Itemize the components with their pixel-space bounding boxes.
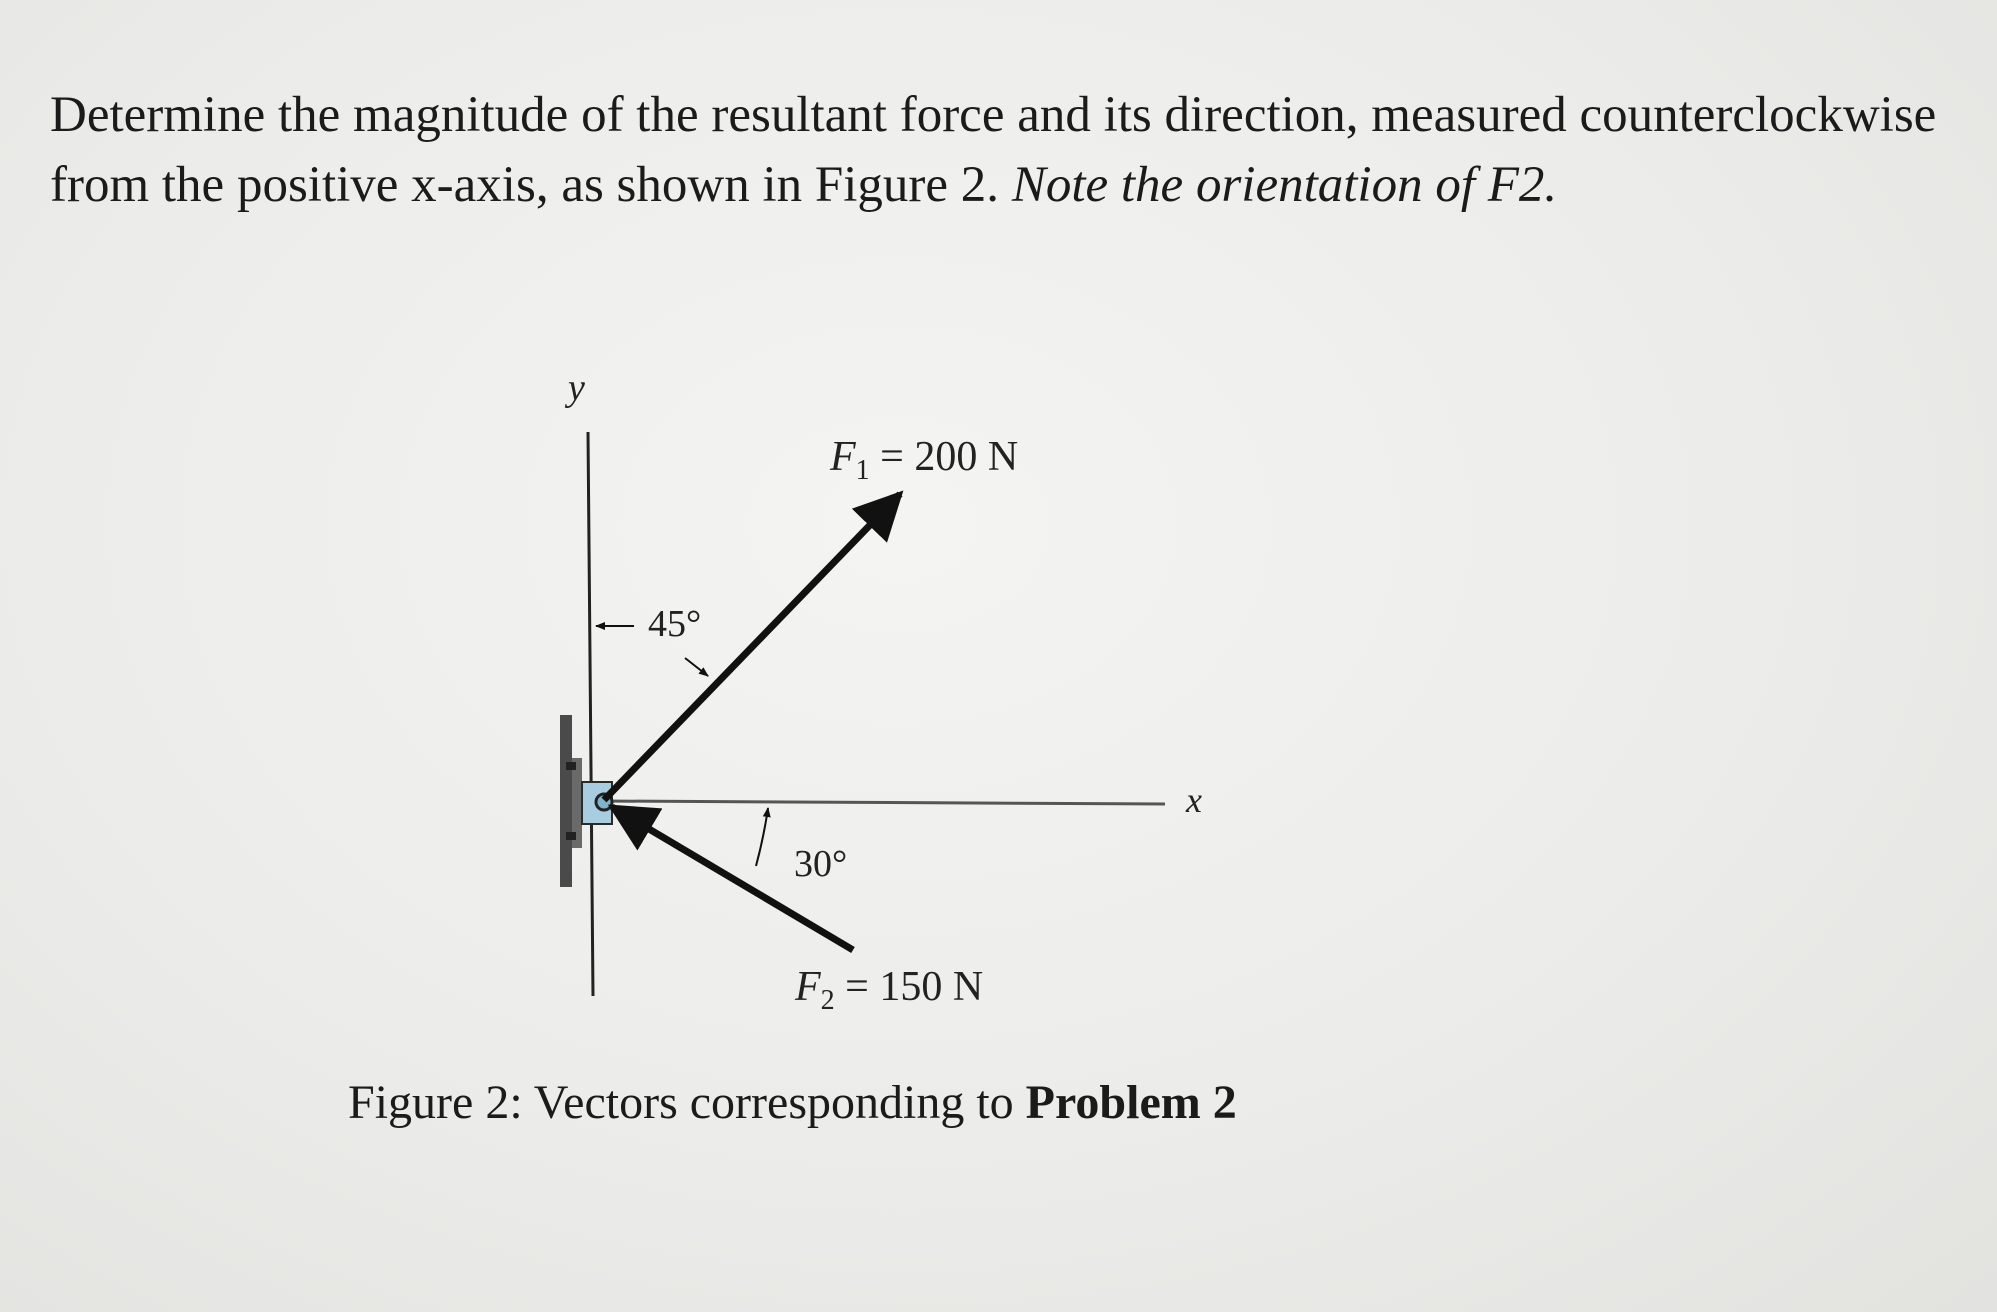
f1-vector [604,494,900,800]
x-axis-label: x [1186,780,1202,820]
f2-value: = 150 N [834,964,984,1010]
f2-subscript: 2 [820,985,835,1016]
caption-prefix: Figure 2: Vectors corresponding to [348,1076,1026,1129]
f1-subscript: 1 [855,455,870,486]
f2-symbol: F [795,964,821,1010]
problem-text: Determine the magnitude of the resultant force and its direction, measured counterclockwise from the positive x-axis, as shown in Figure 2. [50,87,1937,213]
angle-45-tick [685,658,708,676]
caption-bold: Problem 2 [1025,1076,1237,1129]
y-axis-label: y [568,367,585,409]
wall-plate [560,715,612,887]
x-axis [600,801,1165,804]
f1-value: = 200 N [869,434,1019,480]
f1-label [829,434,1018,486]
f2-label [794,964,983,1016]
f1-symbol: F [830,434,856,480]
figure-caption [348,1075,1237,1130]
angle-30-arc [756,808,768,866]
angle-45-label: 45° [648,603,702,645]
problem-note: Note the orientation of F2. [1011,157,1558,213]
y-axis [588,432,593,996]
angle-30-label: 30° [794,843,848,885]
